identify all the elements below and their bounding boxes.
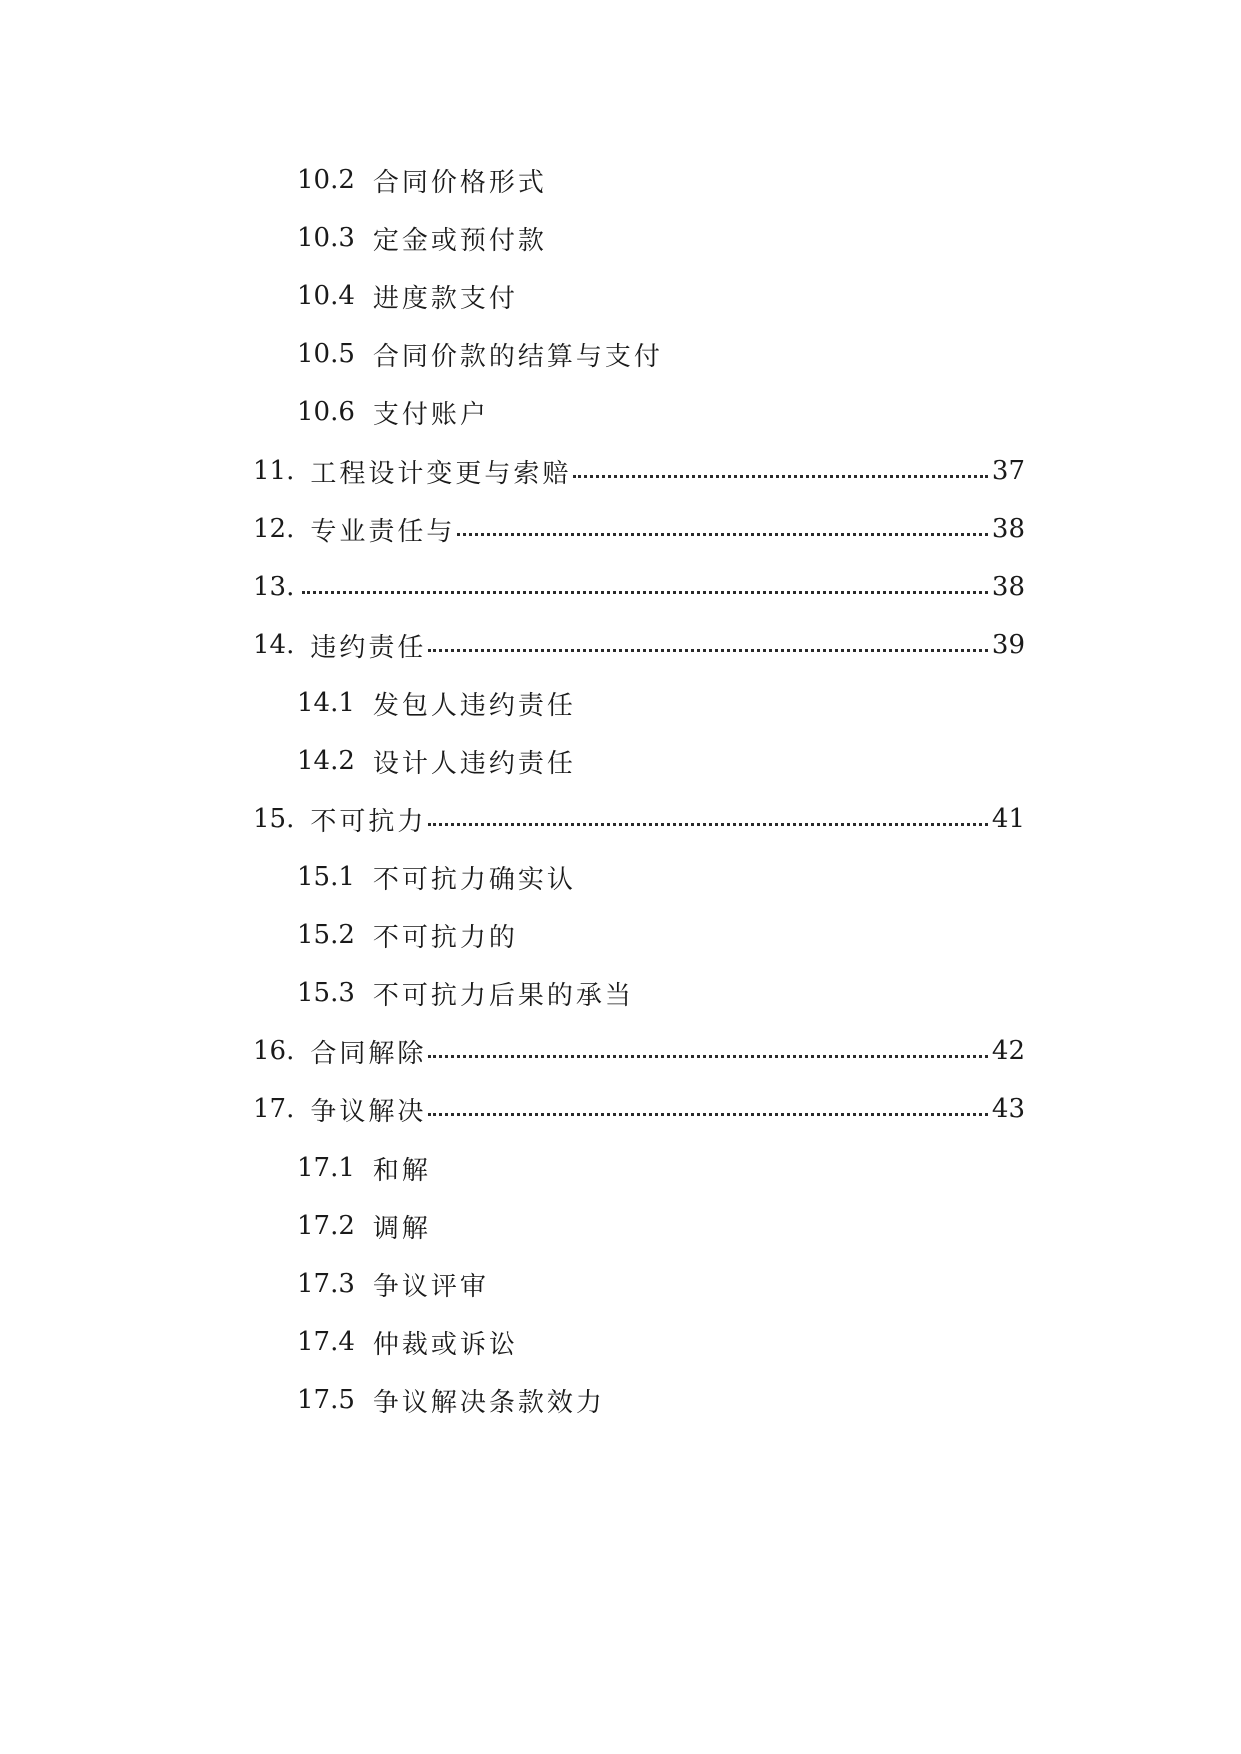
toc-entry-title: 专业责任与 (310, 516, 456, 547)
toc-entry-page-number: 39 (991, 630, 1025, 660)
toc-entry-17-3[interactable] (297, 1262, 489, 1306)
toc-entry-title: 违约责任 (310, 632, 427, 663)
toc-entry-17-1[interactable] (297, 1146, 431, 1190)
dot-leader (428, 1113, 988, 1116)
toc-entry-number: 11. (253, 456, 295, 486)
toc-entry-17-2[interactable] (297, 1204, 431, 1248)
toc-entry-14[interactable] (253, 623, 1025, 667)
toc-entry-number: 17.1 (297, 1153, 355, 1183)
toc-entry-number: 15. (253, 804, 295, 834)
dot-leader (302, 591, 988, 594)
toc-entry-15[interactable] (253, 797, 1025, 841)
toc-entry-title: 支付账户 (372, 399, 489, 430)
toc-entry-title: 调解 (372, 1213, 431, 1244)
toc-entry-number: 10.5 (297, 339, 355, 369)
toc-entry-10-5[interactable] (297, 332, 663, 376)
toc-entry-page-number: 42 (991, 1036, 1025, 1066)
toc-entry-11[interactable] (253, 449, 1025, 493)
toc-entry-number: 17.3 (297, 1269, 355, 1299)
toc-entry-10-4[interactable] (297, 274, 518, 318)
toc-entry-page-number: 38 (991, 514, 1025, 544)
toc-entry-title: 不可抗力确实认 (372, 864, 576, 895)
toc-entry-number: 15.2 (297, 920, 355, 950)
toc-entry-17-5[interactable] (297, 1378, 605, 1422)
toc-entry-number: 14.1 (297, 688, 355, 718)
toc-entry-number: 17.2 (297, 1211, 355, 1241)
toc-entry-title: 争议解决 (310, 1096, 427, 1127)
dot-leader (428, 1055, 988, 1058)
toc-entry-number: 10.6 (297, 397, 355, 427)
toc-entry-number: 17. (253, 1094, 295, 1124)
toc-entry-17-4[interactable] (297, 1320, 518, 1364)
toc-entry-title: 争议解决条款效力 (372, 1387, 605, 1418)
toc-entry-number: 17.4 (297, 1327, 355, 1357)
toc-entry-number: 10.4 (297, 281, 355, 311)
toc-entry-page-number: 37 (991, 456, 1025, 486)
toc-entry-12[interactable] (253, 507, 1025, 551)
toc-entry-number: 15.3 (297, 978, 355, 1008)
toc-entry-10-2[interactable] (297, 158, 547, 202)
dot-leader (573, 475, 988, 478)
toc-entry-title: 合同解除 (310, 1038, 427, 1069)
dot-leader (428, 649, 988, 652)
toc-entry-page-number: 38 (991, 572, 1025, 602)
toc-entry-number: 12. (253, 514, 295, 544)
toc-entry-title: 工程设计变更与索赔 (310, 458, 572, 489)
toc-entry-17[interactable] (253, 1087, 1025, 1131)
toc-entry-13[interactable] (253, 565, 1025, 609)
toc-entry-10-6[interactable] (297, 390, 489, 434)
dot-leader (457, 533, 988, 536)
toc-entry-title: 进度款支付 (372, 283, 518, 314)
toc-entry-number: 10.2 (297, 165, 355, 195)
toc-entry-number: 14.2 (297, 746, 355, 776)
toc-entry-15-1[interactable] (297, 855, 576, 899)
toc-entry-14-1[interactable] (297, 681, 576, 725)
dot-leader (428, 823, 988, 826)
toc-entry-number: 10.3 (297, 223, 355, 253)
toc-entry-title: 不可抗力 (310, 806, 427, 837)
toc-entry-number: 13. (253, 572, 295, 602)
toc-entry-title: 不可抗力后果的承当 (372, 980, 634, 1011)
toc-entry-title: 发包人违约责任 (372, 690, 576, 721)
toc-entry-number: 17.5 (297, 1385, 355, 1415)
toc-entry-number: 15.1 (297, 862, 355, 892)
toc-entry-page-number: 41 (991, 804, 1025, 834)
toc-entry-title: 争议评审 (372, 1271, 489, 1302)
toc-entry-15-3[interactable] (297, 971, 634, 1015)
toc-entry-15-2[interactable] (297, 913, 518, 957)
toc-entry-number: 14. (253, 630, 295, 660)
toc-entry-16[interactable] (253, 1029, 1025, 1073)
toc-entry-page-number: 43 (991, 1094, 1025, 1124)
toc-entry-title: 设计人违约责任 (372, 748, 576, 779)
toc-entry-title: 仲裁或诉讼 (372, 1329, 518, 1360)
toc-entry-title: 定金或预付款 (372, 225, 547, 256)
toc-entry-title: 不可抗力的 (372, 922, 518, 953)
toc-entry-title: 和解 (372, 1155, 431, 1186)
toc-entry-number: 16. (253, 1036, 295, 1066)
toc-entry-title: 合同价款的结算与支付 (372, 341, 663, 372)
toc-entry-10-3[interactable] (297, 216, 547, 260)
toc-entry-14-2[interactable] (297, 739, 576, 783)
toc-entry-title: 合同价格形式 (372, 167, 547, 198)
